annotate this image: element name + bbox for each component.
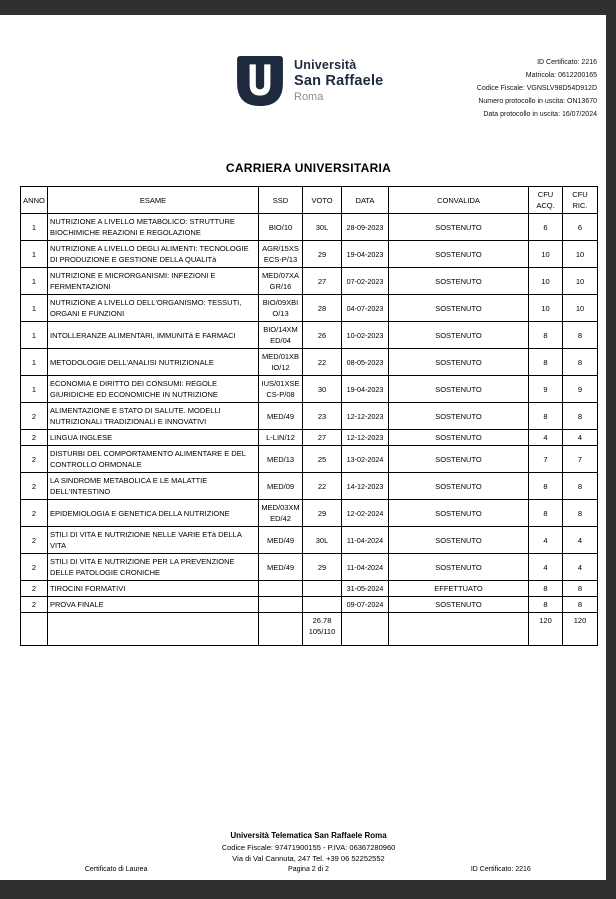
cell-data: 10-02-2023 <box>342 322 389 349</box>
col-header-data: DATA <box>342 187 389 214</box>
cell-esame: PROVA FINALE <box>48 597 259 613</box>
cell-data: 12-02-2024 <box>342 500 389 527</box>
cell-convalida: SOSTENUTO <box>389 241 529 268</box>
cell-data: 12-12-2023 <box>342 430 389 446</box>
cell-data: 14-12-2023 <box>342 473 389 500</box>
cell-anno: 2 <box>21 446 48 473</box>
exam-row <box>21 322 598 349</box>
cell-voto: 29 <box>303 554 342 581</box>
cell-ssd: MED/49 <box>259 403 303 430</box>
cell-esame: ECONOMIA E DIRITTO DEI CONSUMI: REGOLE GIURIDICHE ED ECONOMICHE IN NUTRIZIONE <box>48 376 259 403</box>
cell-cfu-acq: 10 <box>529 268 563 295</box>
exam-row <box>21 581 598 597</box>
col-header-cfu-acq: CFU ACQ. <box>529 187 563 214</box>
cell-anno: 1 <box>21 241 48 268</box>
cell-esame: NUTRIZIONE A LIVELLO DEGLI ALIMENTI: TECNOLOGIE DI PRODUZIONE E GESTIONE DELLA QUALITà <box>48 241 259 268</box>
cell-ssd: BIO/10 <box>259 214 303 241</box>
footer-address-block <box>20 830 597 865</box>
brand-line-san-raffaele: San Raffaele <box>294 73 384 89</box>
cell-esame: NUTRIZIONE E MICRORGANISMI: INFEZIONI E FERMENTAZIONI <box>48 268 259 295</box>
cell-cfu-ric: 8 <box>563 403 598 430</box>
cell-anno: 1 <box>21 376 48 403</box>
cell-ssd: MED/49 <box>259 527 303 554</box>
col-header-cfu-ric: CFU RIC. <box>563 187 598 214</box>
cell-ssd: MED/03XM ED/42 <box>259 500 303 527</box>
cell-cfu-ric: 7 <box>563 446 598 473</box>
cell-cfu-ric: 10 <box>563 241 598 268</box>
cell-convalida: SOSTENUTO <box>389 446 529 473</box>
summary-ssd-empty <box>259 613 303 646</box>
exam-row <box>21 403 598 430</box>
cell-data: 31-05-2024 <box>342 581 389 597</box>
exam-row <box>21 241 598 268</box>
cell-voto <box>303 581 342 597</box>
exam-row <box>21 430 598 446</box>
cell-voto: 29 <box>303 241 342 268</box>
cell-ssd: MED/07XA GR/16 <box>259 268 303 295</box>
cell-data: 13-02-2024 <box>342 446 389 473</box>
exam-row <box>21 268 598 295</box>
cell-cfu-acq: 8 <box>529 597 563 613</box>
cell-convalida: SOSTENUTO <box>389 403 529 430</box>
cell-anno: 1 <box>21 349 48 376</box>
cell-cfu-ric: 8 <box>563 500 598 527</box>
cell-esame: INTOLLERANZE ALIMENTARI, IMMUNITà E FARMACI <box>48 322 259 349</box>
cell-voto: 27 <box>303 430 342 446</box>
cell-cfu-ric: 10 <box>563 295 598 322</box>
exam-table-body <box>21 214 598 613</box>
cell-anno: 2 <box>21 473 48 500</box>
cell-voto: 29 <box>303 500 342 527</box>
footer-address-line: Via di Val Cannuta, 247 Tel. +39 06 52252552 <box>232 854 385 863</box>
cell-data: 28-09-2023 <box>342 214 389 241</box>
cell-data: 11-04-2024 <box>342 527 389 554</box>
cert-id: ID Certificato: 2216 <box>537 59 597 66</box>
cell-cfu-ric: 4 <box>563 430 598 446</box>
brand-line-universita: Università <box>294 58 357 72</box>
exam-row <box>21 554 598 581</box>
cell-convalida: SOSTENUTO <box>389 295 529 322</box>
cell-cfu-ric: 8 <box>563 349 598 376</box>
cell-anno: 2 <box>21 554 48 581</box>
footer-page-number: Pagina 2 di 2 <box>288 866 329 873</box>
cell-ssd <box>259 581 303 597</box>
cell-voto: 22 <box>303 349 342 376</box>
col-header-esame: ESAME <box>48 187 259 214</box>
cert-data-protocollo: Data protocollo in uscita: 16/07/2024 <box>483 111 597 118</box>
cell-cfu-ric: 6 <box>563 214 598 241</box>
cell-voto: 26 <box>303 322 342 349</box>
cell-anno: 2 <box>21 597 48 613</box>
cell-cfu-acq: 7 <box>529 446 563 473</box>
summary-media: 26.78 <box>312 616 332 625</box>
cell-anno: 2 <box>21 581 48 597</box>
exam-row <box>21 597 598 613</box>
cell-cfu-ric: 9 <box>563 376 598 403</box>
cell-esame: TIROCINI FORMATIVI <box>48 581 259 597</box>
scan-border-bottom <box>0 880 616 899</box>
cell-voto: 30L <box>303 214 342 241</box>
cell-cfu-ric: 8 <box>563 581 598 597</box>
cell-anno: 2 <box>21 500 48 527</box>
cell-voto: 25 <box>303 446 342 473</box>
cell-voto: 27 <box>303 268 342 295</box>
cell-voto: 23 <box>303 403 342 430</box>
cell-ssd: IUS/01XSE CS-P/08 <box>259 376 303 403</box>
cell-voto <box>303 597 342 613</box>
cell-ssd: L-LIN/12 <box>259 430 303 446</box>
cell-anno: 1 <box>21 322 48 349</box>
footer-cert-id: ID Certificato: 2216 <box>470 866 531 873</box>
cell-convalida: SOSTENUTO <box>389 430 529 446</box>
university-logo-icon <box>237 56 283 111</box>
cell-ssd <box>259 597 303 613</box>
cell-anno: 1 <box>21 268 48 295</box>
exam-row <box>21 376 598 403</box>
cell-cfu-acq: 4 <box>529 554 563 581</box>
exam-row <box>21 446 598 473</box>
cert-codice-fiscale: Codice Fiscale: VGNSLV98D54D912D <box>476 85 597 92</box>
summary-convalida-empty <box>389 613 529 646</box>
exam-row <box>21 527 598 554</box>
cell-cfu-ric: 8 <box>563 473 598 500</box>
col-header-voto: VOTO <box>303 187 342 214</box>
cell-anno: 2 <box>21 527 48 554</box>
university-logo <box>237 56 383 111</box>
cell-cfu-acq: 4 <box>529 527 563 554</box>
col-header-convalida: CONVALIDA <box>389 187 529 214</box>
footer-doc-type: Certificato di Laurea <box>84 866 148 873</box>
cell-convalida: EFFETTUATO <box>389 581 529 597</box>
page-title: CARRIERA UNIVERSITARIA <box>225 161 392 175</box>
exam-row <box>21 473 598 500</box>
cell-cfu-acq: 9 <box>529 376 563 403</box>
brand-line-roma: Roma <box>294 91 324 103</box>
cell-cfu-acq: 10 <box>529 295 563 322</box>
cell-esame: NUTRIZIONE A LIVELLO DELL'ORGANISMO: TESSUTI, ORGANI E FUNZIONI <box>48 295 259 322</box>
certificate-info-block <box>477 56 597 121</box>
cell-anno: 2 <box>21 403 48 430</box>
cell-cfu-acq: 6 <box>529 214 563 241</box>
scan-border-right <box>606 0 616 899</box>
cell-anno: 1 <box>21 214 48 241</box>
summary-cfu-acq-total: 120 <box>529 613 563 646</box>
footer-fiscal-line: Codice Fiscale: 97471900155 - P.IVA: 06367280960 <box>221 842 396 852</box>
cell-data: 07-02-2023 <box>342 268 389 295</box>
summary-row <box>21 613 598 646</box>
cell-convalida: SOSTENUTO <box>389 214 529 241</box>
cell-data: 04-07-2023 <box>342 295 389 322</box>
cell-esame: STILI DI VITA E NUTRIZIONE PER LA PREVENZIONE DELLE PATOLOGIE CRONICHE <box>48 554 259 581</box>
cell-ssd: AGR/15XS ECS-P/13 <box>259 241 303 268</box>
summary-cfu-ric-total: 120 <box>563 613 598 646</box>
cell-convalida: SOSTENUTO <box>389 376 529 403</box>
cell-cfu-acq: 8 <box>529 349 563 376</box>
cell-convalida: SOSTENUTO <box>389 349 529 376</box>
cell-cfu-ric: 10 <box>563 268 598 295</box>
exam-row <box>21 500 598 527</box>
exam-row <box>21 214 598 241</box>
cell-cfu-ric: 4 <box>563 554 598 581</box>
cell-esame: METODOLOGIE DELL'ANALISI NUTRIZIONALE <box>48 349 259 376</box>
header-row <box>21 187 598 214</box>
cell-ssd: MED/49 <box>259 554 303 581</box>
cell-ssd: MED/13 <box>259 446 303 473</box>
cell-voto: 28 <box>303 295 342 322</box>
cell-cfu-acq: 4 <box>529 430 563 446</box>
cell-data: 12-12-2023 <box>342 403 389 430</box>
col-header-anno: ANNO <box>21 187 48 214</box>
cell-cfu-acq: 8 <box>529 581 563 597</box>
summary-anno-empty <box>21 613 48 646</box>
cell-cfu-acq: 8 <box>529 500 563 527</box>
cell-data: 09-07-2024 <box>342 597 389 613</box>
cell-ssd: BIO/09XBI O/13 <box>259 295 303 322</box>
cell-cfu-acq: 8 <box>529 322 563 349</box>
cell-esame: STILI DI VITA E NUTRIZIONE NELLE VARIE ETà DELLA VITA <box>48 527 259 554</box>
cell-esame: ALIMENTAZIONE E STATO DI SALUTE. MODELLI NUTRIZIONALI TRADIZIONALI E INNOVATIVI <box>48 403 259 430</box>
cell-data: 19-04-2023 <box>342 376 389 403</box>
exam-row <box>21 295 598 322</box>
cell-ssd: BIO/14XM ED/04 <box>259 322 303 349</box>
cell-voto: 22 <box>303 473 342 500</box>
cell-cfu-acq: 10 <box>529 241 563 268</box>
cell-convalida: SOSTENUTO <box>389 597 529 613</box>
footer-meta-row <box>20 866 597 873</box>
cell-data: 11-04-2024 <box>342 554 389 581</box>
career-table <box>20 186 598 646</box>
cell-data: 08-05-2023 <box>342 349 389 376</box>
cell-voto: 30L <box>303 527 342 554</box>
scan-border-top <box>0 0 616 15</box>
cell-data: 19-04-2023 <box>342 241 389 268</box>
cert-numero-protocollo: Numero protocollo in uscita: ON13670 <box>478 98 597 105</box>
col-header-ssd: SSD <box>259 187 303 214</box>
summary-data-empty <box>342 613 389 646</box>
cell-convalida: SOSTENUTO <box>389 500 529 527</box>
summary-esame-empty <box>48 613 259 646</box>
cell-anno: 2 <box>21 430 48 446</box>
cell-esame: NUTRIZIONE A LIVELLO METABOLICO: STRUTTURE BIOCHIMICHE REAZIONI E REGOLAZIONE <box>48 214 259 241</box>
cell-convalida: SOSTENUTO <box>389 554 529 581</box>
summary-voto <box>303 613 342 646</box>
cell-cfu-ric: 8 <box>563 597 598 613</box>
cell-esame: DISTURBI DEL COMPORTAMENTO ALIMENTARE E DEL CONTROLLO ORMONALE <box>48 446 259 473</box>
exam-row <box>21 349 598 376</box>
cell-voto: 30 <box>303 376 342 403</box>
cell-esame: LINGUA INGLESE <box>48 430 259 446</box>
cell-cfu-acq: 8 <box>529 473 563 500</box>
cell-convalida: SOSTENUTO <box>389 322 529 349</box>
career-table-head <box>21 187 598 214</box>
brand-text <box>294 56 383 103</box>
cell-convalida: SOSTENUTO <box>389 527 529 554</box>
cell-cfu-ric: 8 <box>563 322 598 349</box>
cell-esame: EPIDEMIOLOGIA E GENETICA DELLA NUTRIZIONE <box>48 500 259 527</box>
cell-cfu-ric: 4 <box>563 527 598 554</box>
cell-ssd: MED/01XB IO/12 <box>259 349 303 376</box>
cell-cfu-acq: 8 <box>529 403 563 430</box>
footer-university-name: Università Telematica San Raffaele Roma <box>230 831 387 840</box>
cell-ssd: MED/09 <box>259 473 303 500</box>
cell-esame: LA SINDROME METABOLICA E LE MALATTIE DELL'INTESTINO <box>48 473 259 500</box>
summary-voto-finale: 105/110 <box>308 627 336 636</box>
cell-convalida: SOSTENUTO <box>389 473 529 500</box>
cell-convalida: SOSTENUTO <box>389 268 529 295</box>
cell-anno: 1 <box>21 295 48 322</box>
cert-matricola: Matricola: 0612200165 <box>525 72 597 79</box>
